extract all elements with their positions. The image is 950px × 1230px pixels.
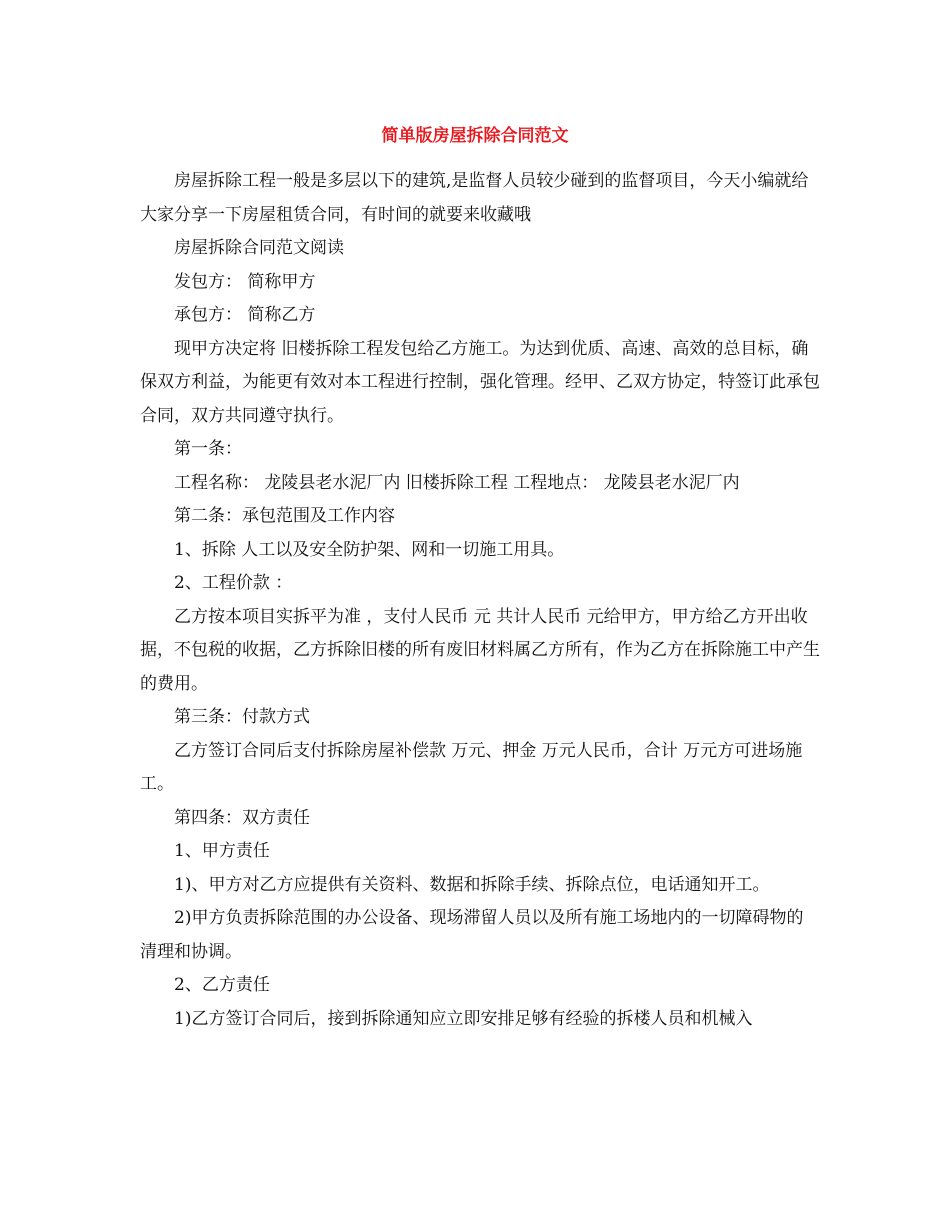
document-body [140,165,820,1036]
paragraph-reading-title: 房屋拆除合同范文阅读 [174,238,344,258]
paragraph-preamble: 现甲方决定将 旧楼拆除工程发包给乙方施工。为达到优质、高速、高效的总目标，确保双方利益，为能更有效对本工程进行控制，强化管理。经甲、乙双方协定，特签订此承包合同，双方共同遵守执行。 [140,338,820,426]
paragraph-payment: 乙方签订合同后支付拆除房屋补偿款 万元、押金 万元人民币，合计 万元方可进场施工。 [140,740,803,794]
article-2-heading: 第二条：承包范围及工作内容 [174,506,395,526]
paragraph-party-a: 发包方： 简称甲方 [174,271,316,292]
paragraph-party-a-duty-2: 2)甲方负责拆除范围的办公设备、现场滞留人员以及所有施工场地内的一切障碍物的清理和协调。 [140,908,804,962]
paragraph-party-b-duty: 2、乙方责任 [174,975,270,995]
paragraph-scope-1: 1、拆除 人工以及安全防护架、网和一切施工用具。 [174,539,565,560]
paragraph-intro: 房屋拆除工程一般是多层以下的建筑,是监督人员较少碰到的监督项目，今天小编就给大家分享一下房屋租赁合同，有时间的就要来收藏哦 [140,171,809,225]
article-1-heading: 第一条： [174,439,242,459]
paragraph-party-a-duty-1: 1)、甲方对乙方应提供有关资料、数据和拆除手续、拆除点位，电话通知开工。 [174,874,770,895]
paragraph-price-detail: 乙方按本项目实拆平为准 ，支付人民币 元 共计人民币 元给甲方，甲方给乙方开出收据，不包税的收据，乙方拆除旧楼的所有废旧材料属乙方所有，作为乙方在拆除施工中产生的费用。 [140,606,820,694]
document-title: 简单版房屋拆除合同范文 [381,126,569,146]
paragraph-project-name: 工程名称： 龙陵县老水泥厂内 旧楼拆除工程 工程地点： 龙陵县老水泥厂内 [174,472,740,493]
article-4-heading: 第四条：双方责任 [174,807,310,828]
paragraph-party-b: 承包方： 简称乙方 [174,305,316,325]
paragraph-party-b-duty-1: 1)乙方签订合同后，接到拆除通知应立即安排足够有经验的拆楼人员和机械入 [174,1008,753,1029]
article-3-heading: 第三条：付款方式 [174,707,310,727]
paragraph-party-a-duty: 1、甲方责任 [174,841,270,861]
paragraph-price-heading: 2、工程价款 ： [174,573,293,593]
